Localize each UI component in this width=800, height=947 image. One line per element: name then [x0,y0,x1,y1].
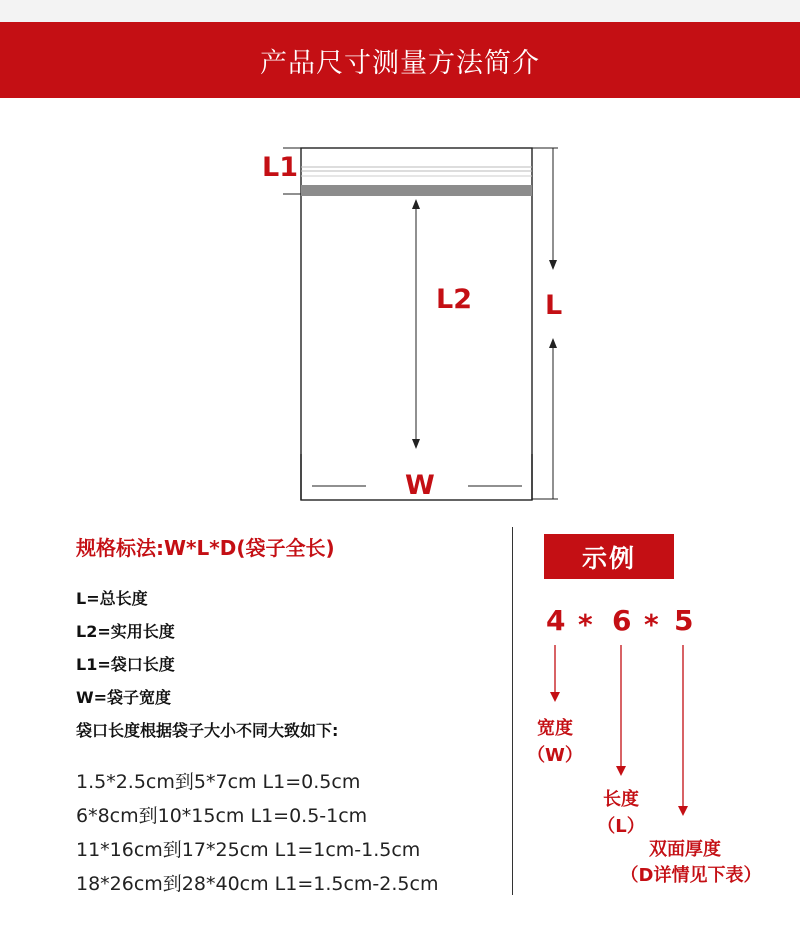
spec-line-usable-length: L2=实用长度 [76,622,175,641]
example-width-label: 宽度 [537,718,573,739]
depth-arrow-head [678,806,688,816]
example-length-label: 长度 [603,789,639,810]
example-width-sub: （W） [527,745,583,766]
size-range-row: 1.5*2.5cm到5*7cm L1=0.5cm [76,771,361,793]
example-length-sub: （L） [597,816,645,837]
size-range-row: 18*26cm到28*40cm L1=1.5cm-2.5cm [76,873,439,895]
w-label: W [405,470,435,501]
size-range-row: 11*16cm到17*25cm L1=1cm-1.5cm [76,839,421,861]
l-label: L [545,290,563,321]
spec-line-opening-length: L1=袋口长度 [76,655,175,674]
spec-line-width: W=袋子宽度 [76,688,172,707]
example-depth-value: 5 [674,604,694,637]
example-separator: * [578,608,593,641]
example-title: 示例 [581,543,636,573]
spec-line-note: 袋口长度根据袋子大小不同大致如下: [76,721,339,740]
length-arrow-head [616,766,626,776]
l1-label: L1 [262,152,298,183]
example-width-value: 4 [546,604,566,637]
example-length-value: 6 [612,604,632,637]
example-separator: * [644,608,659,641]
spec-line-total-length: L=总长度 [76,589,148,608]
page-title: 产品尺寸测量方法简介 [260,47,540,79]
l2-label: L2 [436,284,472,315]
example-depth-sub: （D详情见下表） [620,865,762,886]
size-range-row: 6*8cm到10*15cm L1=0.5-1cm [76,805,368,827]
example-depth-label: 双面厚度 [649,839,721,860]
spec-title: 规格标法:W*L*D(袋子全长) [76,536,335,560]
width-arrow-head [550,692,560,702]
